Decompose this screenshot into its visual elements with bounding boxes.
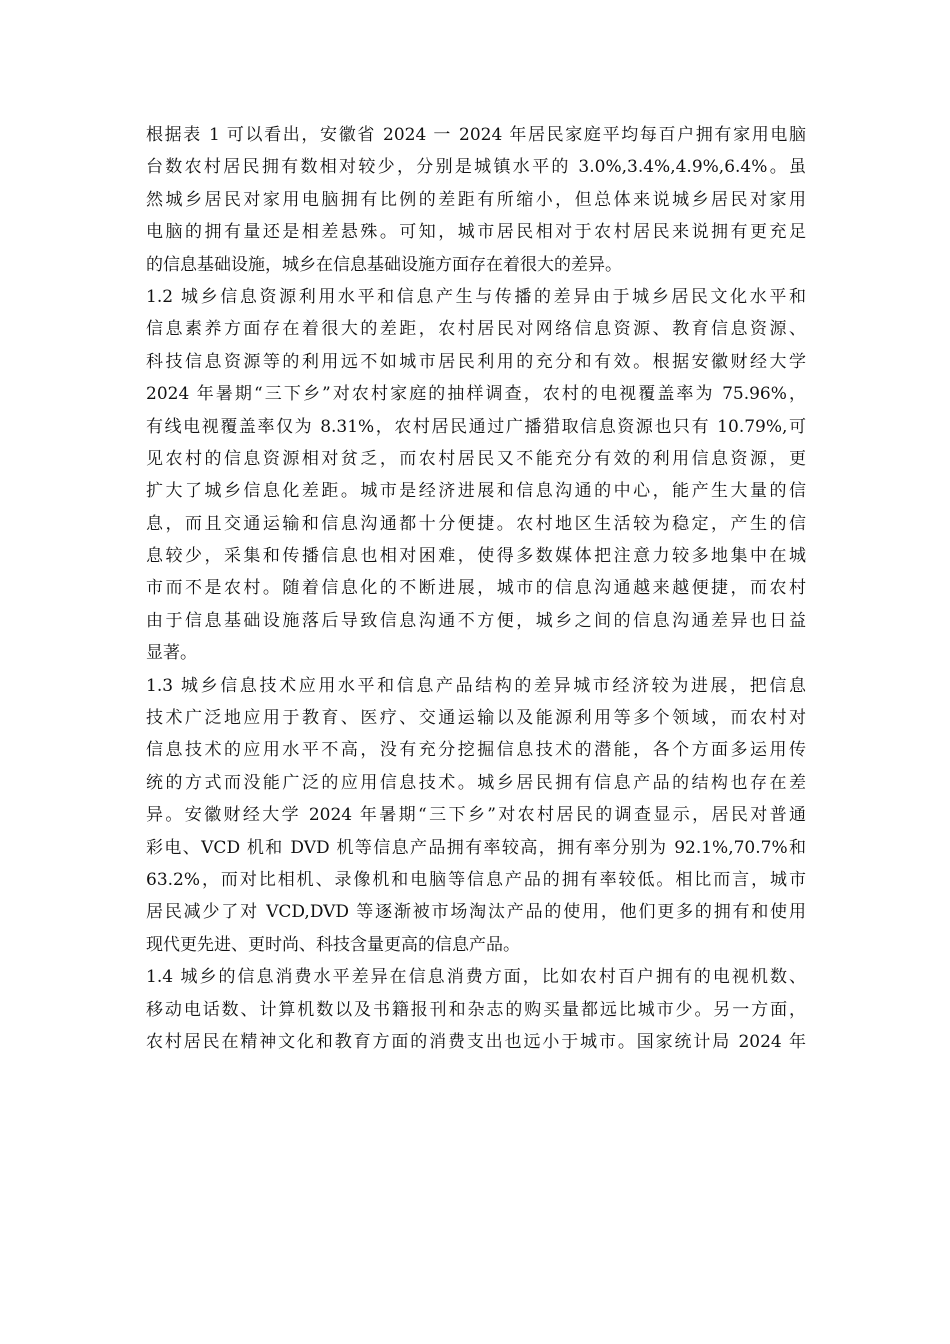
text-line: 然城乡居民对家用电脑拥有比例的差距有所缩小，但总体来说城乡居民对家用 [146,189,806,210]
text-line: 科技信息资源等的利用远不如城市居民利用的充分和有效。根据安徽财经大学 [146,351,806,372]
text-line: 信息技术的应用水平不高，没有充分挖掘信息技术的潜能，各个方面多运用传 [146,740,806,761]
text-line: 息较少，采集和传播信息也相对困难，使得多数媒体把注意力较多地集中在城 [146,546,806,567]
text-line: 电脑的拥有量还是相差悬殊。可知，城市居民相对于农村居民来说拥有更充足 [146,222,806,243]
text-line: 技术广泛地应用于教育、医疗、交通运输以及能源利用等多个领域，而农村对 [146,708,806,729]
text-line: 市而不是农村。随着信息化的不断进展，城市的信息沟通越来越便捷，而农村 [146,578,806,599]
text-line: 显著。 [146,643,197,664]
text-line: 统的方式而没能广泛的应用信息技术。城乡居民拥有信息产品的结构也存在差 [146,772,806,793]
text-line: 扩大了城乡信息化差距。城市是经济进展和信息沟通的中心，能产生大量的信 [146,481,806,502]
text-line: 台数农村居民拥有数相对较少，分别是城镇水平的 3.0%,3.4%,4.9%,6.4%。虽 [146,157,806,178]
text-line: 现代更先进、更时尚、科技含量更高的信息产品。 [146,934,520,955]
text-line: 农村居民在精神文化和教育方面的消费支出也远小于城市。国家统计局 2024 年 [146,1031,806,1052]
text-line: 彩电、VCD 机和 DVD 机等信息产品拥有率较高，拥有率分别为 92.1%,70.7%和 [146,837,806,858]
text-line: 63.2%，而对比相机、录像机和电脑等信息产品的拥有率较低。相比而言，城市 [146,869,806,890]
text-line: 异。安徽财经大学 2024 年暑期“三下乡”对农村居民的调查显示，居民对普通 [146,805,806,826]
text-line: 根据表 1 可以看出，安徽省 2024 一 2024 年居民家庭平均每百户拥有家用电脑 [146,125,806,145]
text-line: 信息素养方面存在着很大的差距，农村居民对网络信息资源、教育信息资源、 [146,319,806,340]
text-line: 见农村的信息资源相对贫乏，而农村居民又不能充分有效的利用信息资源，更 [146,448,806,469]
text-line: 的信息基础设施，城乡在信息基础设施方面存在着很大的差异。 [146,254,622,275]
text-line: 移动电话数、计算机数以及书籍报刊和杂志的购买量都远比城市少。另一方面， [146,999,806,1020]
section-heading-line: 1.4 城乡的信息消费水平差异在信息消费方面，比如农村百户拥有的电视机数、 [146,967,806,988]
body-text [146,119,806,1058]
text-line: 2024 年暑期“三下乡”对农村家庭的抽样调查，农村的电视覆盖率为 75.96%， [146,384,806,405]
text-line: 有线电视覆盖率仅为 8.31%，农村居民通过广播猎取信息资源也只有 10.79%,可 [146,416,806,437]
text-line: 息，而且交通运输和信息沟通都十分便捷。农村地区生活较为稳定，产生的信 [146,513,806,534]
text-line: 居民减少了对 VCD,DVD 等逐渐被市场淘汰产品的使用，他们更多的拥有和使用 [146,902,806,923]
text-line: 由于信息基础设施落后导致信息沟通不方便，城乡之间的信息沟通差异也日益 [146,610,806,631]
section-heading-line: 1.3 城乡信息技术应用水平和信息产品结构的差异城市经济较为进展，把信息 [146,675,806,696]
section-heading-line: 1.2 城乡信息资源利用水平和信息产生与传播的差异由于城乡居民文化水平和 [146,286,806,307]
